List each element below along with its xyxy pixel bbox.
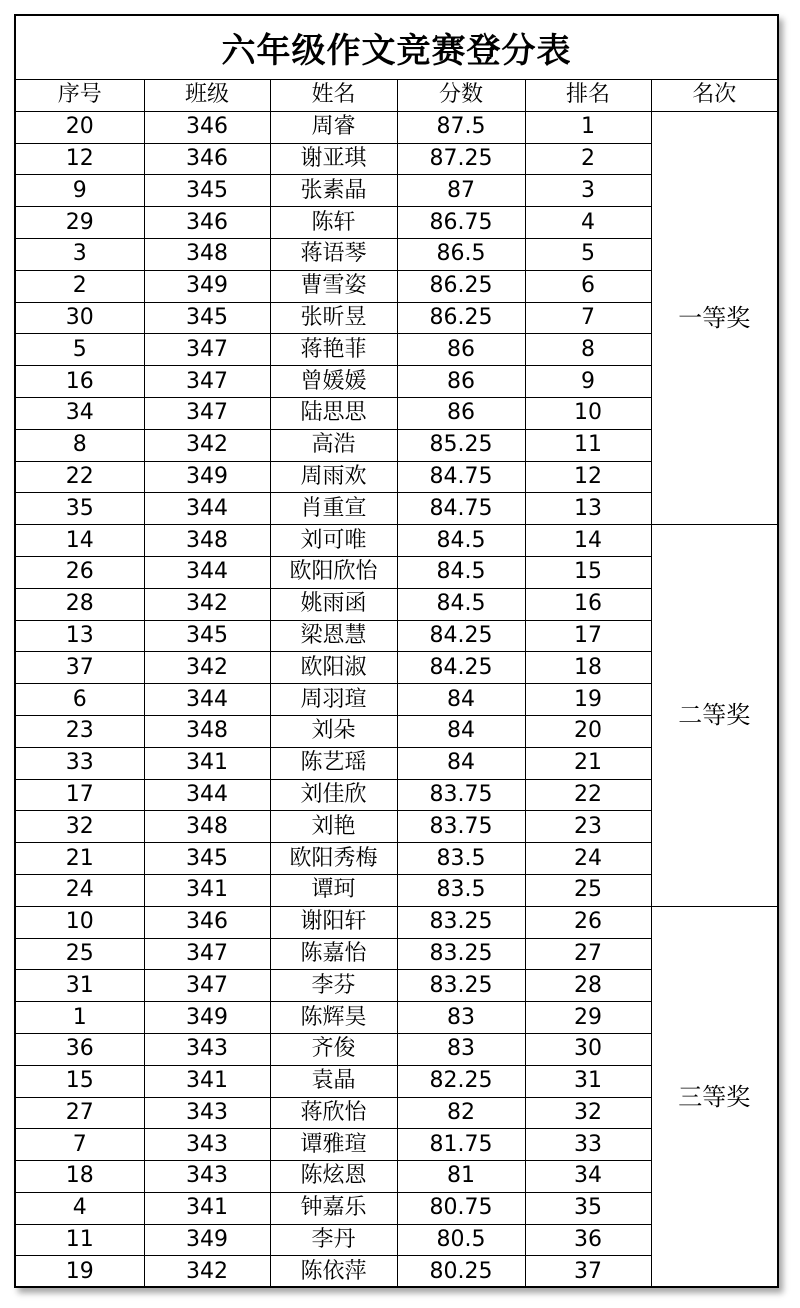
table-row	[16, 111, 777, 143]
cell-class: 342	[144, 1256, 270, 1287]
prize-cell: 一等奖	[651, 111, 777, 524]
cell-name: 谭珂	[270, 874, 397, 906]
cell-rank: 19	[525, 684, 651, 716]
cell-class: 345	[144, 302, 270, 334]
cell-name: 周睿	[270, 111, 397, 143]
cell-class: 341	[144, 1065, 270, 1097]
cell-rank: 3	[525, 175, 651, 207]
cell-score: 81.75	[397, 1129, 525, 1161]
cell-score: 84.75	[397, 461, 525, 493]
cell-name: 肖重宣	[270, 493, 397, 525]
cell-name: 钟嘉乐	[270, 1192, 397, 1224]
cell-serial: 13	[16, 620, 144, 652]
cell-class: 343	[144, 1161, 270, 1193]
cell-name: 李丹	[270, 1224, 397, 1256]
cell-serial: 1	[16, 1002, 144, 1034]
cell-score: 86.25	[397, 302, 525, 334]
cell-name: 张昕昱	[270, 302, 397, 334]
cell-name: 高浩	[270, 429, 397, 461]
cell-class: 347	[144, 334, 270, 366]
cell-rank: 34	[525, 1161, 651, 1193]
cell-serial: 11	[16, 1224, 144, 1256]
cell-score: 86	[397, 334, 525, 366]
cell-serial: 16	[16, 366, 144, 398]
cell-rank: 32	[525, 1097, 651, 1129]
cell-serial: 6	[16, 684, 144, 716]
cell-class: 342	[144, 429, 270, 461]
cell-name: 谭雅瑄	[270, 1129, 397, 1161]
header-name: 姓名	[270, 80, 397, 111]
cell-class: 346	[144, 207, 270, 239]
cell-serial: 24	[16, 874, 144, 906]
header-score: 分数	[397, 80, 525, 111]
cell-name: 陆思思	[270, 397, 397, 429]
cell-score: 84.5	[397, 556, 525, 588]
prize-cell: 三等奖	[678, 1083, 751, 1111]
cell-class: 348	[144, 811, 270, 843]
cell-serial: 37	[16, 652, 144, 684]
sheet-title: 六年级作文竞赛登分表	[16, 16, 777, 80]
cell-rank: 27	[525, 938, 651, 970]
cell-rank: 30	[525, 1033, 651, 1065]
cell-rank: 29	[525, 1002, 651, 1034]
cell-score: 82.25	[397, 1065, 525, 1097]
cell-name: 陈轩	[270, 207, 397, 239]
cell-score: 83.5	[397, 874, 525, 906]
cell-name: 谢阳轩	[270, 906, 397, 938]
cell-class: 343	[144, 1033, 270, 1065]
cell-score: 83.25	[397, 970, 525, 1002]
cell-rank: 15	[525, 556, 651, 588]
cell-score: 83.75	[397, 811, 525, 843]
cell-name: 曹雪姿	[270, 270, 397, 302]
cell-name: 欧阳欣怡	[270, 556, 397, 588]
cell-serial: 32	[16, 811, 144, 843]
cell-serial: 23	[16, 715, 144, 747]
cell-rank: 20	[525, 715, 651, 747]
cell-score: 84	[397, 715, 525, 747]
cell-name: 周羽瑄	[270, 684, 397, 716]
cell-serial: 25	[16, 938, 144, 970]
cell-rank: 14	[525, 525, 651, 557]
cell-class: 348	[144, 525, 270, 557]
cell-class: 347	[144, 970, 270, 1002]
cell-serial: 15	[16, 1065, 144, 1097]
table-body	[16, 111, 777, 1287]
cell-rank: 26	[525, 906, 651, 938]
cell-name: 齐俊	[270, 1033, 397, 1065]
cell-rank: 12	[525, 461, 651, 493]
cell-name: 蒋语琴	[270, 238, 397, 270]
cell-serial: 35	[16, 493, 144, 525]
header-prize: 名次	[651, 80, 777, 111]
header-rank: 排名	[525, 80, 651, 111]
cell-rank: 21	[525, 747, 651, 779]
cell-name: 蒋欣怡	[270, 1097, 397, 1129]
cell-name: 曾媛媛	[270, 366, 397, 398]
cell-name: 陈依萍	[270, 1256, 397, 1287]
cell-class: 341	[144, 1192, 270, 1224]
cell-name: 梁恩慧	[270, 620, 397, 652]
cell-score: 83.5	[397, 843, 525, 875]
cell-class: 347	[144, 366, 270, 398]
cell-score: 86	[397, 397, 525, 429]
cell-rank: 24	[525, 843, 651, 875]
cell-rank: 23	[525, 811, 651, 843]
cell-name: 陈辉昊	[270, 1002, 397, 1034]
cell-serial: 4	[16, 1192, 144, 1224]
cell-rank: 13	[525, 493, 651, 525]
cell-name: 谢亚琪	[270, 143, 397, 175]
cell-rank: 31	[525, 1065, 651, 1097]
score-sheet	[14, 14, 779, 1288]
cell-serial: 27	[16, 1097, 144, 1129]
cell-class: 349	[144, 270, 270, 302]
cell-class: 346	[144, 143, 270, 175]
cell-rank: 4	[525, 207, 651, 239]
cell-score: 83	[397, 1002, 525, 1034]
cell-name: 欧阳秀梅	[270, 843, 397, 875]
cell-rank: 18	[525, 652, 651, 684]
cell-class: 343	[144, 1129, 270, 1161]
cell-serial: 3	[16, 238, 144, 270]
cell-score: 82	[397, 1097, 525, 1129]
cell-serial: 28	[16, 588, 144, 620]
cell-class: 349	[144, 461, 270, 493]
cell-serial: 30	[16, 302, 144, 334]
cell-rank: 8	[525, 334, 651, 366]
cell-class: 345	[144, 175, 270, 207]
cell-score: 83.25	[397, 906, 525, 938]
cell-class: 346	[144, 111, 270, 143]
cell-score: 86	[397, 366, 525, 398]
cell-score: 87.5	[397, 111, 525, 143]
cell-serial: 34	[16, 397, 144, 429]
cell-class: 347	[144, 397, 270, 429]
cell-rank: 11	[525, 429, 651, 461]
table-row	[16, 906, 777, 938]
cell-score: 80.25	[397, 1256, 525, 1287]
cell-rank: 9	[525, 366, 651, 398]
cell-serial: 31	[16, 970, 144, 1002]
cell-score: 83.25	[397, 938, 525, 970]
cell-serial: 22	[16, 461, 144, 493]
cell-class: 349	[144, 1224, 270, 1256]
cell-name: 欧阳淑	[270, 652, 397, 684]
header-row	[16, 80, 777, 111]
cell-name: 陈炫恩	[270, 1161, 397, 1193]
cell-name: 刘佳欣	[270, 779, 397, 811]
cell-score: 81	[397, 1161, 525, 1193]
cell-serial: 33	[16, 747, 144, 779]
cell-score: 86.25	[397, 270, 525, 302]
cell-rank: 17	[525, 620, 651, 652]
cell-rank: 2	[525, 143, 651, 175]
cell-score: 80.75	[397, 1192, 525, 1224]
cell-serial: 12	[16, 143, 144, 175]
cell-class: 341	[144, 874, 270, 906]
cell-score: 84.25	[397, 620, 525, 652]
cell-serial: 14	[16, 525, 144, 557]
cell-class: 342	[144, 652, 270, 684]
cell-rank: 35	[525, 1192, 651, 1224]
cell-class: 346	[144, 906, 270, 938]
cell-score: 84.5	[397, 525, 525, 557]
cell-serial: 26	[16, 556, 144, 588]
cell-class: 345	[144, 620, 270, 652]
cell-serial: 36	[16, 1033, 144, 1065]
cell-score: 85.25	[397, 429, 525, 461]
cell-serial: 9	[16, 175, 144, 207]
cell-name: 张素晶	[270, 175, 397, 207]
cell-class: 344	[144, 556, 270, 588]
cell-serial: 8	[16, 429, 144, 461]
score-table	[16, 80, 777, 1287]
cell-score: 86.75	[397, 207, 525, 239]
cell-rank: 28	[525, 970, 651, 1002]
cell-name: 陈嘉怡	[270, 938, 397, 970]
cell-serial: 2	[16, 270, 144, 302]
cell-serial: 20	[16, 111, 144, 143]
cell-class: 347	[144, 938, 270, 970]
cell-rank: 5	[525, 238, 651, 270]
cell-rank: 16	[525, 588, 651, 620]
cell-class: 348	[144, 715, 270, 747]
prize-cell: 二等奖	[651, 525, 777, 907]
header-serial: 序号	[16, 80, 144, 111]
cell-score: 83.75	[397, 779, 525, 811]
cell-score: 80.5	[397, 1224, 525, 1256]
cell-name: 陈艺瑶	[270, 747, 397, 779]
cell-name: 蒋艳菲	[270, 334, 397, 366]
cell-rank: 10	[525, 397, 651, 429]
cell-score: 84.75	[397, 493, 525, 525]
cell-score: 84	[397, 747, 525, 779]
cell-rank: 33	[525, 1129, 651, 1161]
cell-serial: 21	[16, 843, 144, 875]
cell-rank: 7	[525, 302, 651, 334]
cell-score: 84.25	[397, 652, 525, 684]
cell-name: 李芬	[270, 970, 397, 1002]
cell-rank: 22	[525, 779, 651, 811]
cell-rank: 6	[525, 270, 651, 302]
cell-name: 刘艳	[270, 811, 397, 843]
cell-rank: 37	[525, 1256, 651, 1287]
cell-class: 342	[144, 588, 270, 620]
cell-class: 344	[144, 779, 270, 811]
cell-serial: 18	[16, 1161, 144, 1193]
cell-score: 83	[397, 1033, 525, 1065]
cell-name: 袁晶	[270, 1065, 397, 1097]
table-row	[16, 525, 777, 557]
cell-rank: 36	[525, 1224, 651, 1256]
cell-class: 341	[144, 747, 270, 779]
cell-score: 84.5	[397, 588, 525, 620]
cell-serial: 29	[16, 207, 144, 239]
cell-class: 348	[144, 238, 270, 270]
cell-class: 343	[144, 1097, 270, 1129]
cell-name: 刘可唯	[270, 525, 397, 557]
cell-serial: 17	[16, 779, 144, 811]
cell-class: 344	[144, 684, 270, 716]
cell-score: 87.25	[397, 143, 525, 175]
cell-rank: 25	[525, 874, 651, 906]
cell-serial: 7	[16, 1129, 144, 1161]
cell-name: 刘朵	[270, 715, 397, 747]
cell-score: 84	[397, 684, 525, 716]
cell-serial: 5	[16, 334, 144, 366]
cell-serial: 19	[16, 1256, 144, 1287]
cell-score: 86.5	[397, 238, 525, 270]
header-class: 班级	[144, 80, 270, 111]
cell-score: 87	[397, 175, 525, 207]
cell-name: 姚雨函	[270, 588, 397, 620]
cell-class: 345	[144, 843, 270, 875]
cell-rank: 1	[525, 111, 651, 143]
cell-serial: 10	[16, 906, 144, 938]
cell-class: 344	[144, 493, 270, 525]
cell-name: 周雨欢	[270, 461, 397, 493]
cell-class: 349	[144, 1002, 270, 1034]
